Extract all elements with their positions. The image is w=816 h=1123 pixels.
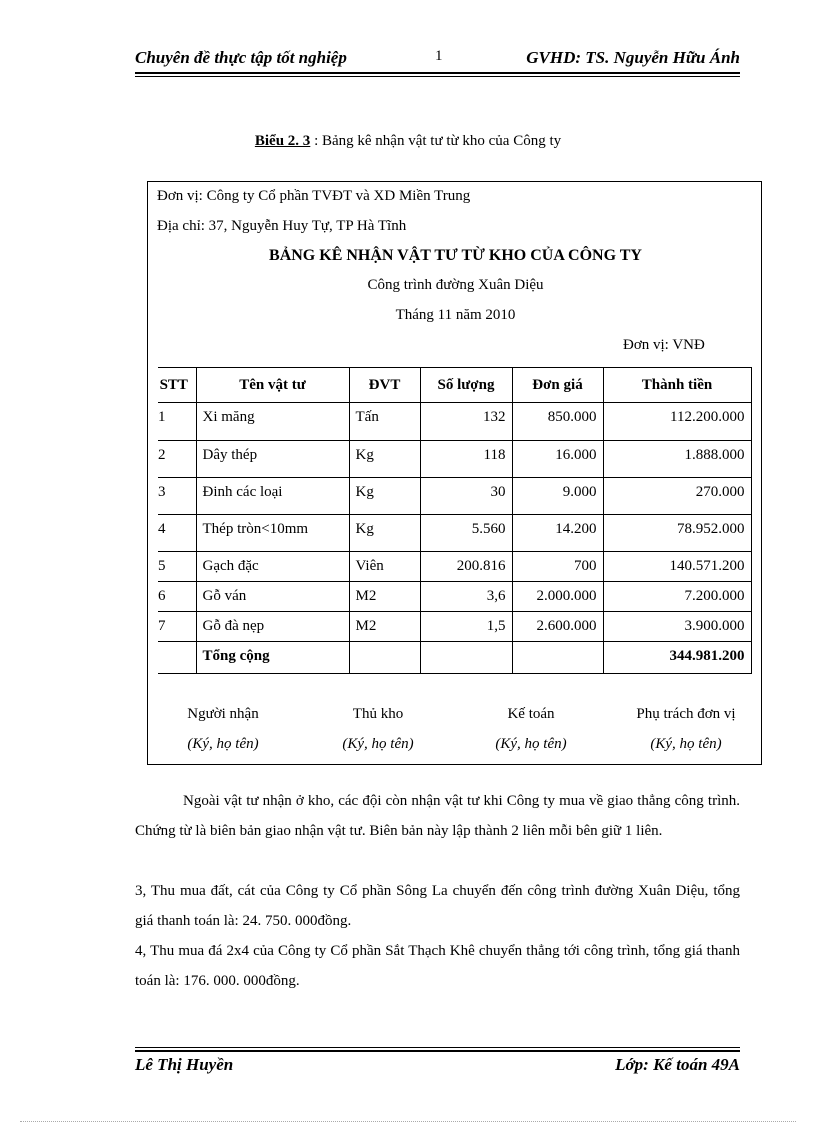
cell-name: Đinh các loại bbox=[196, 478, 349, 515]
footer-right: Lớp: Kế toán 49A bbox=[615, 1055, 740, 1074]
cell-qty: 200.816 bbox=[420, 552, 512, 582]
cell-amount: 112.200.000 bbox=[603, 403, 751, 441]
table-row bbox=[158, 612, 751, 642]
cell-amount: 3.900.000 bbox=[603, 612, 751, 642]
cell-name: Gạch đặc bbox=[196, 552, 349, 582]
form-project: Công trình đường Xuân Diệu bbox=[367, 277, 544, 293]
table-header-row bbox=[158, 368, 751, 403]
cell-amount: 140.571.200 bbox=[603, 552, 751, 582]
total-value: 344.981.200 bbox=[603, 642, 751, 674]
form-title: BẢNG KÊ NHẬN VẬT TƯ TỪ KHO CỦA CÔNG TY bbox=[269, 247, 642, 264]
cell-price: 2.000.000 bbox=[512, 582, 603, 612]
footer-left: Lê Thị Huyền bbox=[135, 1055, 234, 1074]
cell-name: Dây thép bbox=[196, 441, 349, 478]
cell-stt: 6 bbox=[158, 582, 196, 612]
signature-manager bbox=[616, 706, 756, 766]
cell-amount: 78.952.000 bbox=[603, 515, 751, 552]
page-bottom-border bbox=[20, 1121, 796, 1122]
col-header: Đơn giá bbox=[512, 368, 603, 403]
page-number: 1 bbox=[435, 48, 443, 64]
cell-qty: 132 bbox=[420, 403, 512, 441]
col-header: ĐVT bbox=[349, 368, 420, 403]
table-row bbox=[158, 515, 751, 552]
signature-role: Phụ trách đơn vị bbox=[636, 706, 736, 722]
cell-unit: Kg bbox=[349, 515, 420, 552]
cell-stt: 4 bbox=[158, 515, 196, 552]
cell-qty: 1,5 bbox=[420, 612, 512, 642]
cell-name: Thép tròn<10mm bbox=[196, 515, 349, 552]
cell-unit: Kg bbox=[349, 441, 420, 478]
figure-caption bbox=[0, 133, 816, 150]
cell-price: 850.000 bbox=[512, 403, 603, 441]
table-row bbox=[158, 403, 751, 441]
body-paragraph: 4, Thu mua đá 2x4 của Công ty Cổ phần Sắt Thạch Khê chuyển thẳng tới công trình, tổng giá thanh toán là: 176. 000. 000đồng. bbox=[135, 943, 740, 989]
signature-storekeeper bbox=[318, 706, 438, 766]
cell-unit: Viên bbox=[349, 552, 420, 582]
form-address: Địa chỉ: 37, Nguyễn Huy Tự, TP Hà Tĩnh bbox=[157, 218, 407, 234]
cell-qty: 30 bbox=[420, 478, 512, 515]
header-right: GVHD: TS. Nguyễn Hữu Ánh bbox=[526, 48, 740, 67]
cell-stt: 5 bbox=[158, 552, 196, 582]
page-header bbox=[135, 48, 740, 74]
signature-receiver bbox=[163, 706, 283, 766]
cell-qty: 118 bbox=[420, 441, 512, 478]
col-header: Số lượng bbox=[420, 368, 512, 403]
table-row bbox=[158, 478, 751, 515]
form-unit: Đơn vị: Công ty Cổ phần TVĐT và XD Miền Trung bbox=[157, 188, 471, 204]
table-row bbox=[158, 552, 751, 582]
table-row bbox=[158, 441, 751, 478]
caption-label: Biểu 2. 3 bbox=[254, 133, 311, 149]
col-header: Tên vật tư bbox=[196, 368, 349, 403]
cell-price: 700 bbox=[512, 552, 603, 582]
col-header: Thành tiền bbox=[603, 368, 751, 403]
caption-text: : Bảng kê nhận vật tư từ kho của Công ty bbox=[310, 133, 562, 149]
cell-unit: M2 bbox=[349, 582, 420, 612]
signature-note: (Ký, họ tên) bbox=[650, 736, 722, 752]
signature-note: (Ký, họ tên) bbox=[495, 736, 567, 752]
cell-name: Gỗ ván bbox=[196, 582, 349, 612]
signature-role: Người nhận bbox=[187, 706, 259, 722]
cell-price: 2.600.000 bbox=[512, 612, 603, 642]
cell-unit: M2 bbox=[349, 612, 420, 642]
cell-stt: 1 bbox=[158, 403, 196, 441]
total-row bbox=[158, 642, 751, 674]
header-rule bbox=[135, 72, 740, 74]
body-paragraph: 3, Thu mua đất, cát của Công ty Cổ phần Sông La chuyển đến công trình đường Xuân Diệu, tổng giá thanh toán là: 24. 750. 000đồng. bbox=[135, 883, 740, 929]
signature-role: Thủ kho bbox=[352, 706, 404, 722]
cell-price: 14.200 bbox=[512, 515, 603, 552]
signature-role: Kế toán bbox=[507, 706, 555, 722]
cell-stt: 3 bbox=[158, 478, 196, 515]
cell-price: 16.000 bbox=[512, 441, 603, 478]
header-rule-thin bbox=[135, 76, 740, 77]
header-left: Chuyên đề thực tập tốt nghiệp bbox=[135, 48, 347, 67]
form-currency: Đơn vị: VNĐ bbox=[623, 337, 705, 353]
signature-accountant bbox=[471, 706, 591, 766]
cell-name: Xi măng bbox=[196, 403, 349, 441]
form-month: Tháng 11 năm 2010 bbox=[395, 307, 516, 323]
cell-unit: Kg bbox=[349, 478, 420, 515]
cell-amount: 1.888.000 bbox=[603, 441, 751, 478]
signature-note: (Ký, họ tên) bbox=[187, 736, 259, 752]
total-label: Tổng cộng bbox=[196, 642, 349, 674]
inventory-form bbox=[147, 181, 762, 765]
cell-amount: 7.200.000 bbox=[603, 582, 751, 612]
cell-price: 9.000 bbox=[512, 478, 603, 515]
cell-stt: 2 bbox=[158, 441, 196, 478]
cell-amount: 270.000 bbox=[603, 478, 751, 515]
table-row bbox=[158, 582, 751, 612]
page-footer bbox=[135, 1055, 740, 1075]
cell-qty: 3,6 bbox=[420, 582, 512, 612]
footer-rule-thin bbox=[135, 1047, 740, 1048]
cell-name: Gỗ đà nẹp bbox=[196, 612, 349, 642]
cell-stt: 7 bbox=[158, 612, 196, 642]
cell-qty: 5.560 bbox=[420, 515, 512, 552]
materials-table bbox=[158, 367, 752, 674]
body-paragraph: Ngoài vật tư nhận ở kho, các đội còn nhận vật tư khi Công ty mua về giao thẳng công trình. Chứng từ là biên bản giao nhận vật tư. Biên bản này lập thành 2 liên mỗi bên giữ 1 liên. bbox=[135, 793, 740, 839]
footer-rule bbox=[135, 1050, 740, 1052]
signature-note: (Ký, họ tên) bbox=[342, 736, 414, 752]
cell-unit: Tấn bbox=[349, 403, 420, 441]
col-header: STT bbox=[158, 368, 196, 403]
